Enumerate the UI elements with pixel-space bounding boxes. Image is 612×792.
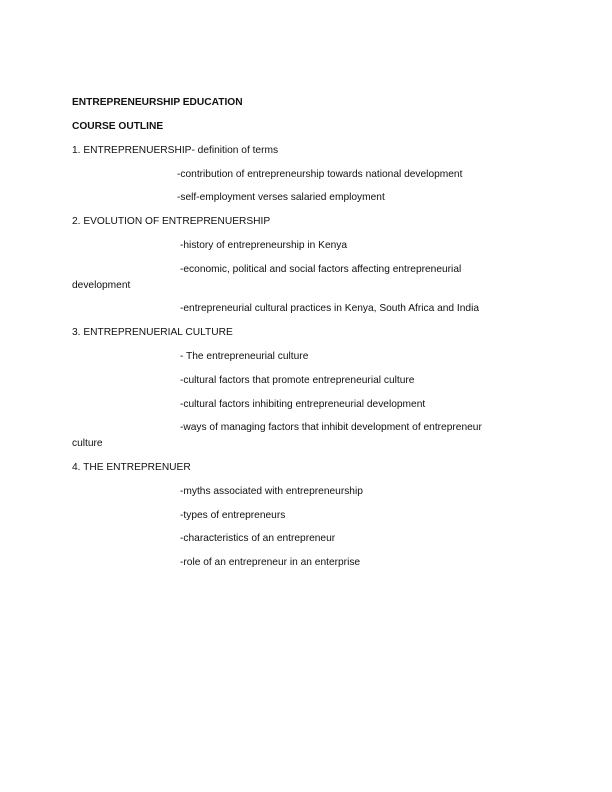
section-item: - The entrepreneurial culture	[180, 351, 309, 362]
section-item: -characteristics of an entrepreneur	[180, 533, 336, 544]
section-item: -self-employment verses salaried employment	[177, 192, 385, 203]
section-item: -cultural factors inhibiting entrepreneurial development	[180, 399, 426, 410]
section-heading: 3. ENTREPRENUERIAL CULTURE	[72, 327, 233, 338]
section-item: -contribution of entrepreneurship towards national development	[177, 169, 463, 180]
section-item-continuation: development	[72, 280, 131, 291]
section-heading: 1. ENTREPRENUERSHIP- definition of terms	[72, 145, 279, 156]
section-heading: 4. THE ENTREPRENUER	[72, 462, 191, 473]
section-item: -entrepreneurial cultural practices in Kenya, South Africa and India	[180, 303, 480, 314]
section-item: -history of entrepreneurship in Kenya	[180, 240, 348, 251]
section-item: -ways of managing factors that inhibit development of entrepreneur	[180, 422, 482, 433]
document-subtitle: COURSE OUTLINE	[72, 121, 164, 132]
section-item: -cultural factors that promote entrepreneurial culture	[180, 375, 415, 386]
section-heading: 2. EVOLUTION OF ENTREPRENUERSHIP	[72, 216, 271, 227]
document-title: ENTREPRENEURSHIP EDUCATION	[72, 97, 243, 108]
section-item-continuation: culture	[72, 438, 103, 449]
section-item: -economic, political and social factors affecting entrepreneurial	[180, 264, 462, 275]
section-item: -role of an entrepreneur in an enterprise	[180, 557, 361, 568]
section-item: -types of entrepreneurs	[180, 510, 286, 521]
section-item: -myths associated with entrepreneurship	[180, 486, 363, 497]
